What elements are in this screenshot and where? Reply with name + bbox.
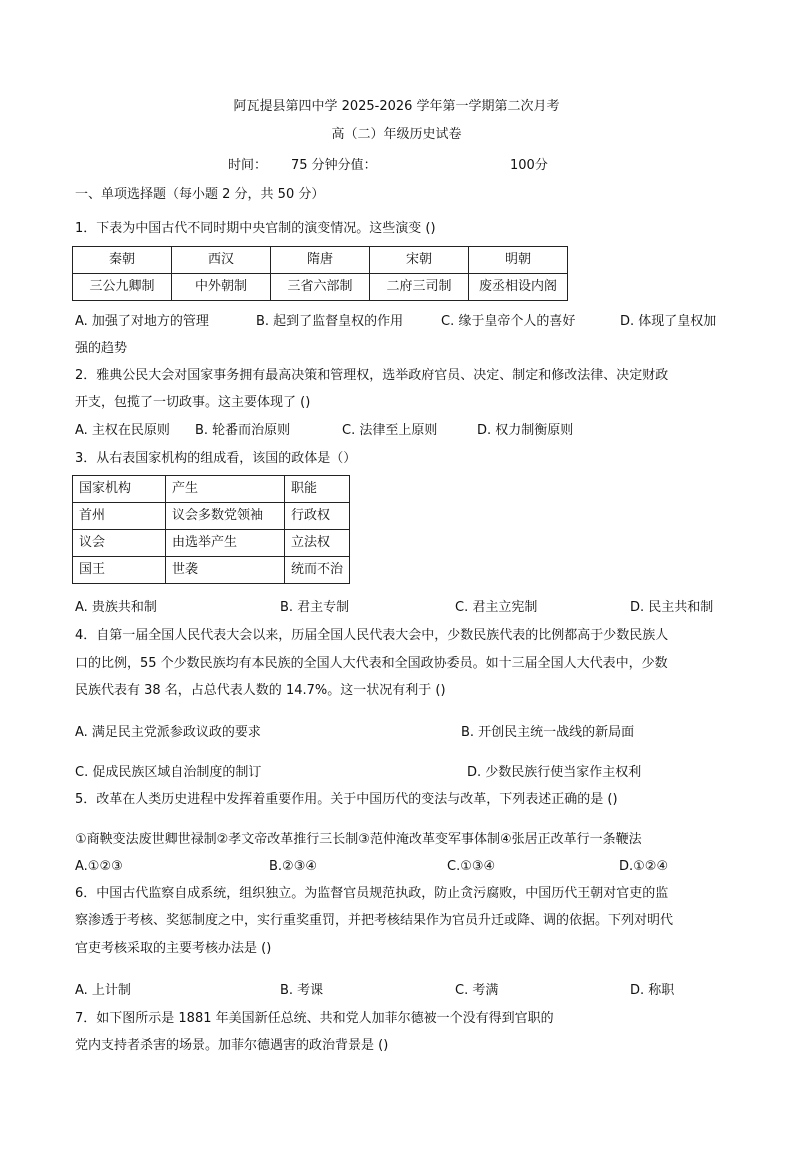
question-1-option-c: C. 缘于皇帝个人的喜好 <box>441 314 576 329</box>
question-5-option-a: A.①②③ <box>75 859 123 874</box>
question-4-option-a: A. 满足民主党派参政议政的要求 <box>75 725 261 740</box>
question-6-stem-line3: 官吏考核采取的主要考核办法是 () <box>75 941 272 956</box>
question-4-option-c: C. 促成民族区域自治制度的制订 <box>75 765 262 780</box>
table-row <box>73 530 350 557</box>
question-4-stem-line1: 4．自第一届全国人民代表大会以来，历届全国人民代表大会中，少数民族代表的比例都高于少数民族人 <box>75 628 669 643</box>
question-6-option-d: D. 称职 <box>630 983 675 998</box>
question-2-option-a: A. 主权在民原则 <box>75 423 170 438</box>
question-5-option-c: C.①③④ <box>447 859 496 874</box>
table-cell: 产生 <box>166 476 285 503</box>
question-1-option-a: A. 加强了对地方的管理 <box>75 314 209 329</box>
question-3-stem: 3．从右表国家机构的组成看，该国的政体是（） <box>75 451 357 466</box>
question-4-option-b: B. 开创民主统一战线的新局面 <box>461 725 635 740</box>
question-2-stem-line1: 2．雅典公民大会对国家事务拥有最高决策和管理权，选举政府官员、决定、制定和修改法律、决定财政 <box>75 368 669 383</box>
question-6-option-c: C. 考满 <box>455 983 499 998</box>
table-cell: 由选举产生 <box>166 530 285 557</box>
table-cell: 立法权 <box>285 530 350 557</box>
question-3-option-a: A. 贵族共和制 <box>75 600 157 615</box>
question-4-stem-line3: 民族代表有 38 名，占总代表人数的 14.7%。这一状况有利于 () <box>75 683 446 698</box>
question-6-stem-line1: 6．中国古代监察自成系统，组织独立。为监督官员规范执政，防止贪污腐败，中国历代王朝对官吏的监 <box>75 886 669 901</box>
table-cell: 世袭 <box>166 557 285 584</box>
table-cell: 行政权 <box>285 503 350 530</box>
question-3-option-b: B. 君主专制 <box>280 600 350 615</box>
question-5-option-d: D.①②④ <box>619 859 669 874</box>
question-3-option-c: C. 君主立宪制 <box>455 600 538 615</box>
question-1-option-b: B. 起到了监督皇权的作用 <box>256 314 404 329</box>
exam-title: 阿瓦提县第四中学 2025-2026 学年第一学期第二次月考 <box>233 99 560 114</box>
table-cell: 明朝 <box>469 247 568 274</box>
table-cell: 议会多数党领袖 <box>166 503 285 530</box>
question-7-stem-line1: 7．如下图所示是 1881 年美国新任总统、共和党人加菲尔德被一个没有得到官职的 <box>75 1011 554 1026</box>
table-row <box>73 476 350 503</box>
question-5-items: ①商鞅变法废世卿世禄制②孝文帝改革推行三长制③范仲淹改革变军事体制④张居正改革行一条鞭法 <box>75 832 642 847</box>
question-6-option-b: B. 考课 <box>280 983 324 998</box>
question-4-option-d: D. 少数民族行使当家作主权利 <box>467 765 642 780</box>
question-1-option-d: D. 体现了皇权加 <box>620 314 717 329</box>
question-7-stem-line2: 党内支持者杀害的场景。加菲尔德遇害的政治背景是 () <box>75 1038 389 1053</box>
table-row <box>73 274 568 301</box>
table-cell: 西汉 <box>172 247 271 274</box>
table-cell: 三省六部制 <box>271 274 370 301</box>
question-5-option-b: B.②③④ <box>269 859 318 874</box>
question-2-option-b: B. 轮番而治原则 <box>195 423 291 438</box>
question-5-stem: 5．改革在人类历史进程中发挥着重要作用。关于中国历代的变法与改革，下列表述正确的是 () <box>75 792 618 807</box>
table-cell: 秦朝 <box>73 247 172 274</box>
question-2-stem-line2: 开支，包揽了一切政事。这主要体现了 () <box>75 395 311 410</box>
question-1-option-d-cont: 强的趋势 <box>75 341 128 356</box>
question-1-table <box>72 246 568 301</box>
table-cell: 首州 <box>73 503 166 530</box>
table-cell: 国家机构 <box>73 476 166 503</box>
table-row <box>73 503 350 530</box>
time-value: 75 分钟分值： <box>291 158 377 173</box>
table-cell: 中外朝制 <box>172 274 271 301</box>
question-1-stem: 1．下表为中国古代不同时期中央官制的演变情况。这些演变 () <box>75 221 436 236</box>
question-4-stem-line2: 口的比例，55 个少数民族均有本民族的全国人大代表和全国政协委员。如十三届全国人大代表中，少数 <box>75 656 668 671</box>
table-cell: 职能 <box>285 476 350 503</box>
question-6-stem-line2: 察渗透于考核、奖惩制度之中，实行重奖重罚，并把考核结果作为官员升迁或降、调的依据。下列对明代 <box>75 913 674 928</box>
exam-subtitle: 高（二）年级历史试卷 <box>331 127 462 142</box>
question-2-option-d: D. 权力制衡原则 <box>477 423 574 438</box>
table-row <box>73 247 568 274</box>
table-row <box>73 557 350 584</box>
table-cell: 隋唐 <box>271 247 370 274</box>
table-cell: 废丞相设内阁 <box>469 274 568 301</box>
table-cell: 统而不治 <box>285 557 350 584</box>
table-cell: 议会 <box>73 530 166 557</box>
time-label: 时间： <box>228 158 268 173</box>
table-cell: 三公九卿制 <box>73 274 172 301</box>
section-heading: 一、单项选择题（每小题 2 分，共 50 分） <box>75 187 325 202</box>
question-6-option-a: A. 上计制 <box>75 983 131 998</box>
table-cell: 宋朝 <box>370 247 469 274</box>
table-cell: 二府三司制 <box>370 274 469 301</box>
question-3-option-d: D. 民主共和制 <box>630 600 714 615</box>
question-2-option-c: C. 法律至上原则 <box>342 423 438 438</box>
table-cell: 国王 <box>73 557 166 584</box>
score-value: 100分 <box>510 158 548 173</box>
question-3-table <box>72 475 350 584</box>
